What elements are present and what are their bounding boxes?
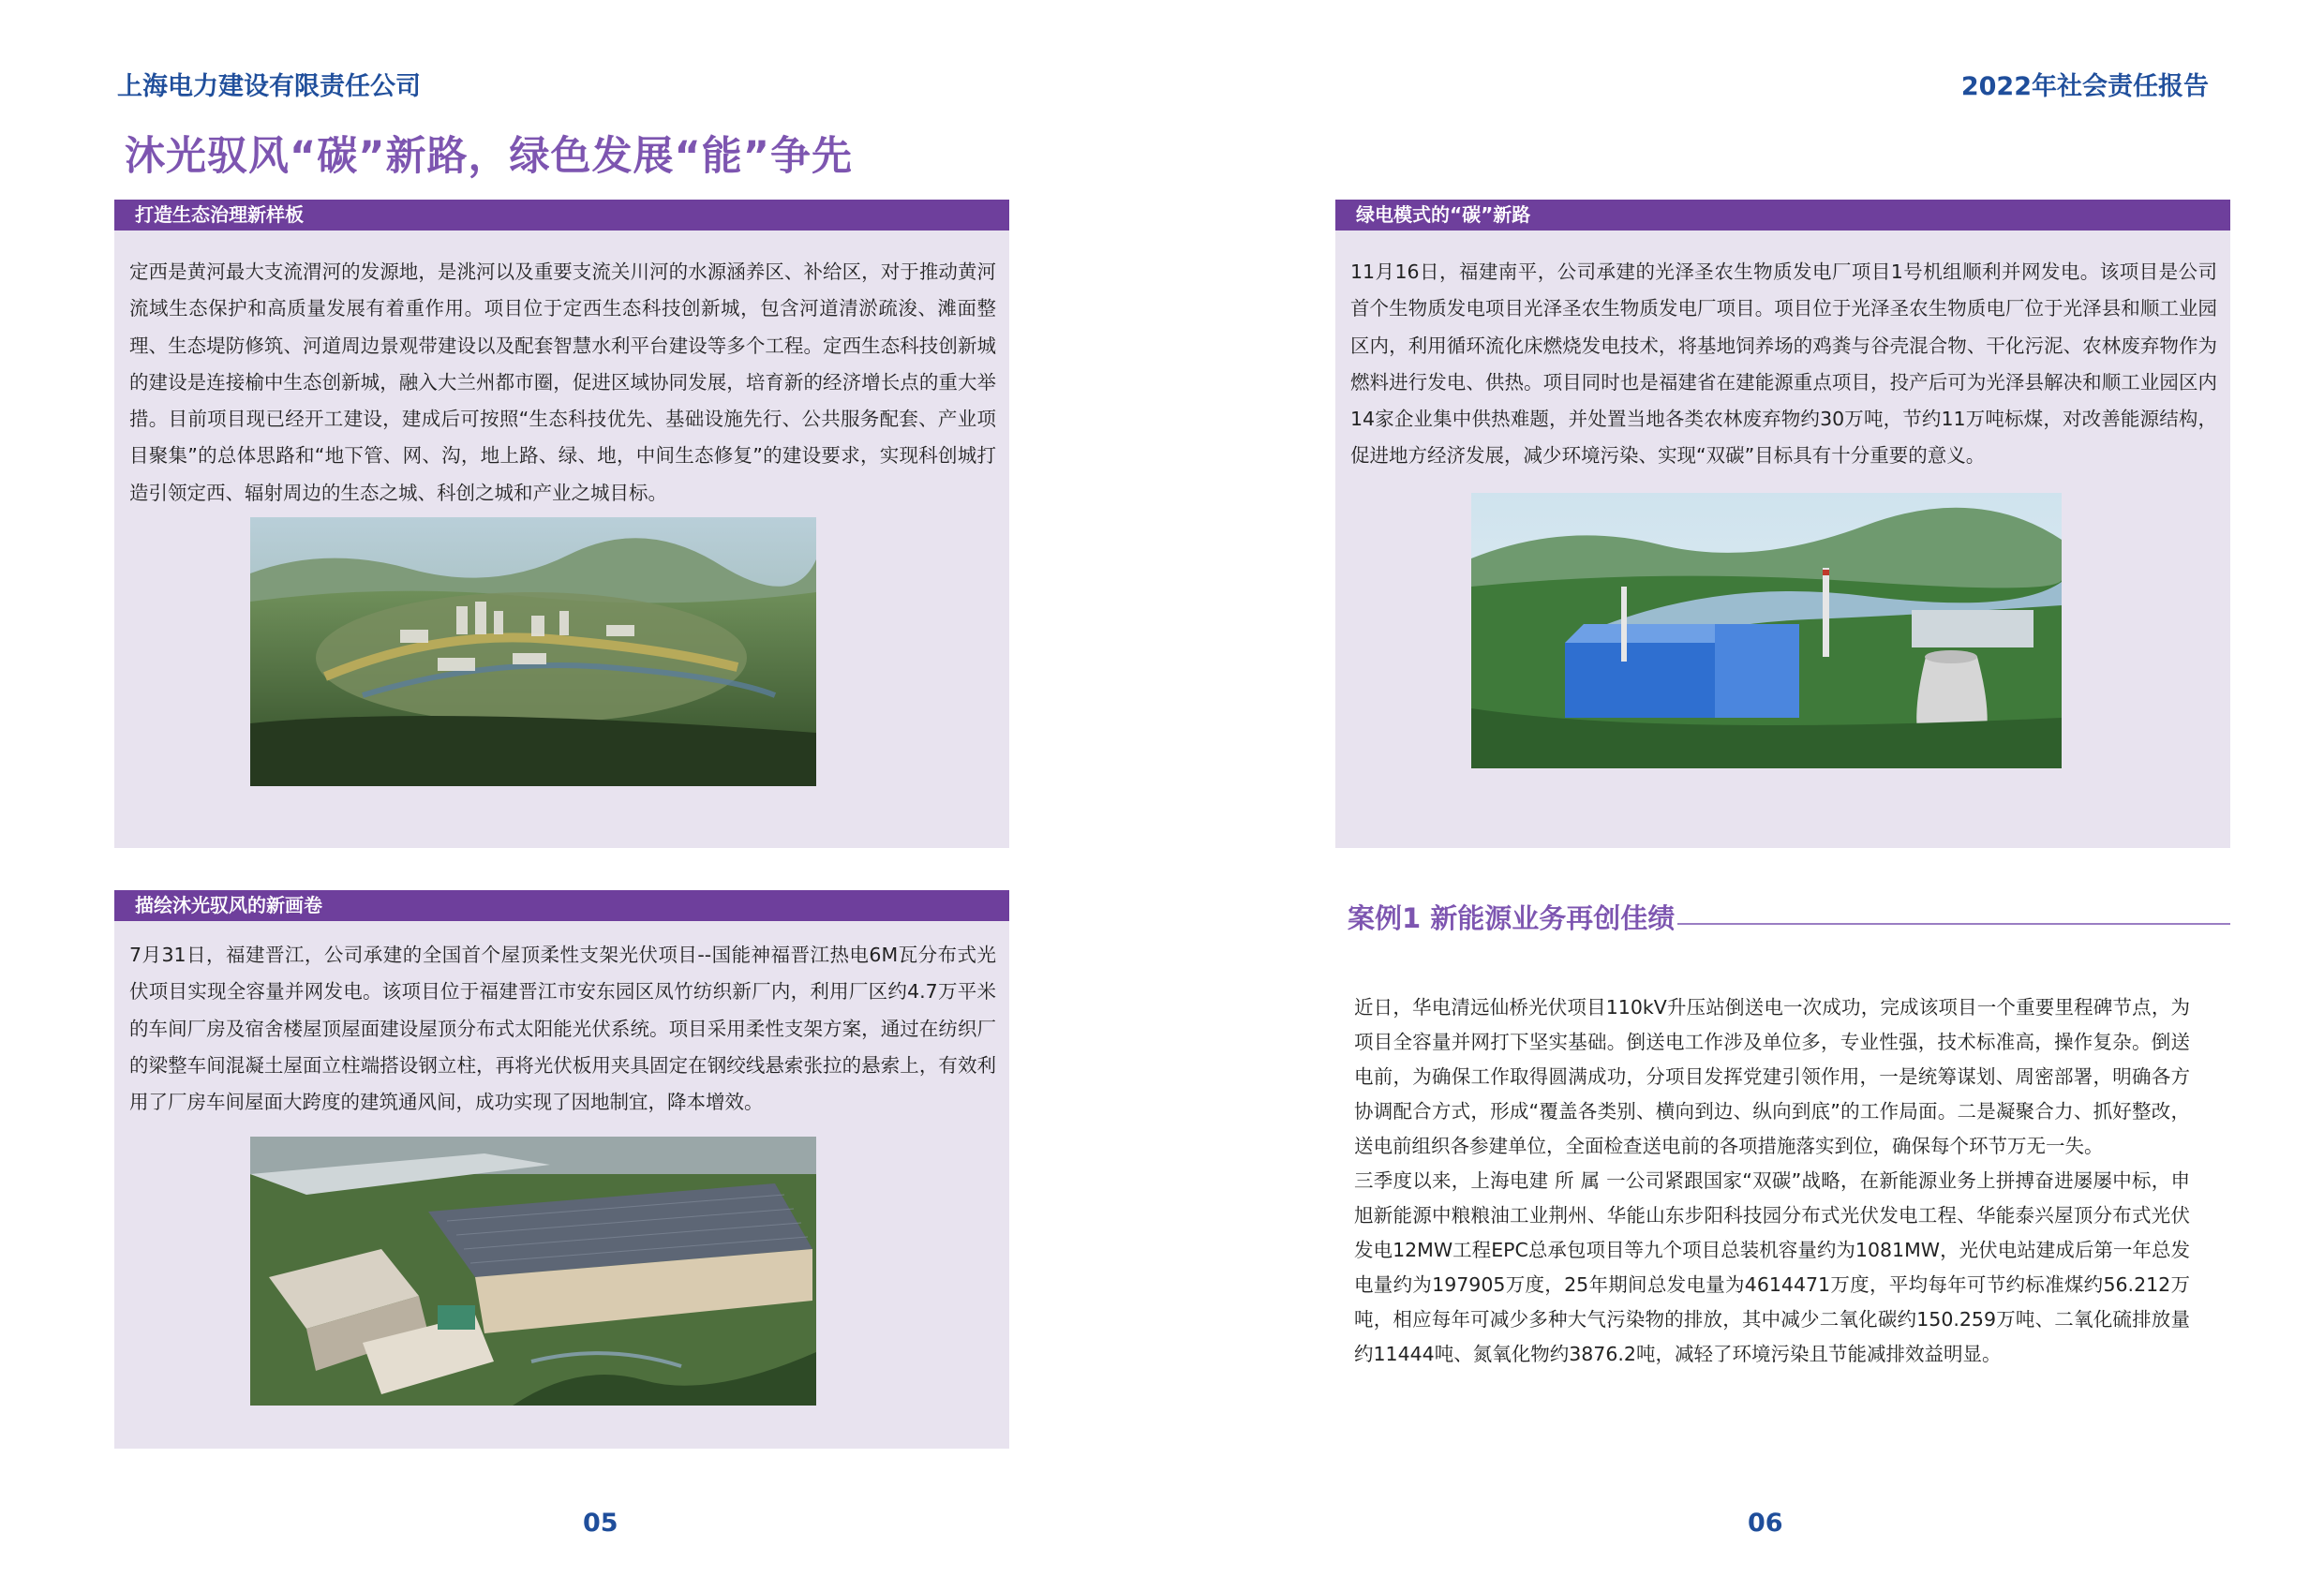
power-plant-photo-icon <box>1471 493 2062 768</box>
pv-section-title: 描绘沐光驭风的新画卷 <box>114 890 1009 921</box>
case-title: 案例1 新能源业务再创佳绩 <box>1348 902 1676 934</box>
green-section-text: 11月16日，福建南平，公司承建的光泽圣农生物质发电厂项目1号机组顺利并网发电。该项目是公司首个生物质发电项目光泽圣农生物质发电厂项目。项目位于光泽圣农生物质电厂位于光泽县和顺工业园区内，利用循环流化床燃烧发电技术，将基地饲养场的鸡粪与谷壳混合物、干化污泥、农林废弃物作为燃料进行发电、供热。项目同时也是福建省在建能源重点项目，投产后可为光泽县解决和顺工业园区内14家企业集中供热难题，并处置当地各类农林废弃物约30万吨，节约11万吨标煤，对改善能源结构，促进地方经济发展，减少环境污染、实现“双碳”目标具有十分重要的意义。 <box>1350 260 2217 468</box>
biomass-plant-image <box>1471 493 2062 768</box>
case-text <box>1354 990 2190 1372</box>
page-number-right: 06 <box>1748 1509 1783 1538</box>
green-panel <box>1335 200 2230 848</box>
ecology-panel <box>114 200 1009 848</box>
case-paragraph-1: 近日，华电清远仙桥光伏项目110kV升压站倒送电一次成功，完成该项目一个重要里程碑节点，为项目全容量并网打下坚实基础。倒送电工作涉及单位多，专业性强，技术标准高，操作复杂。倒送电前，为确保工作取得圆满成功，分项目发挥党建引领作用，一是统筹谋划、周密部署，明确各方协调配合方式，形成“覆盖各类别、横向到边、纵向到底”的工作局面。二是凝聚合力、抓好整改，送电前组织各参建单位，全面检查送电前的各项措施落实到位，确保每个环节万无一失。 <box>1354 996 2190 1157</box>
company-name: 上海电力建设有限责任公司 <box>117 72 421 101</box>
factory-rooftop-photo-icon <box>250 1137 816 1406</box>
pv-panel <box>114 890 1009 1449</box>
page-number-left: 05 <box>583 1509 618 1538</box>
case-divider <box>1677 923 2230 925</box>
rooftop-pv-image <box>250 1137 816 1406</box>
pv-section-text: 7月31日，福建晋江，公司承建的全国首个屋顶柔性支架光伏项目--国能神福晋江热电6M瓦分布式光伏项目实现全容量并网发电。该项目位于福建晋江市安东园区凤竹纺织新厂内，利用厂区约4.7万平米的车间厂房及宿舍楼屋顶屋面建设屋顶分布式太阳能光伏系统。项目采用柔性支架方案，通过在纺织厂的梁整车间混凝土屋面立柱端搭设钢立柱，再将光伏板用夹具固定在钢绞线悬索张拉的悬索上，有效利用了厂房车间屋面大跨度的建筑通风间，成功实现了因地制宜，降本增效。 <box>129 944 996 1114</box>
page-title: 沐光驭风“碳”新路，绿色发展“能”争先 <box>125 133 854 180</box>
ecology-section-title: 打造生态治理新样板 <box>114 200 1009 231</box>
ecology-section-text: 定西是黄河最大支流渭河的发源地，是洮河以及重要支流关川河的水源涵养区、补给区，对于推动黄河流域生态保护和高质量发展有着重作用。项目位于定西生态科技创新城，包含河道清淤疏浚、滩面整理、生态堤防修筑、河道周边景观带建设以及配套智慧水利平台建设等多个工程。定西生态科技创新城的建设是连接榆中生态创新城，融入大兰州都市圈，促进区域协同发展，培育新的经济增长点的重大举措。目前项目现已经开工建设，建成后可按照“生态科技优先、基础设施先行、公共服务配套、产业项目聚集”的总体思路和“地下管、网、沟，地上路、绿、地，中间生态修复”的建设要求，实现科创城打造引领定西、辐射周边的生态之城、科创之城和产业之城目标。 <box>129 260 996 504</box>
green-section-title: 绿电模式的“碳”新路 <box>1335 200 2230 231</box>
report-title: 2022年社会责任报告 <box>1960 72 2209 101</box>
case-paragraph-2: 三季度以来，上海电建 所 属 一公司紧跟国家“双碳”战略，在新能源业务上拼搏奋进屡屡中标，申旭新能源中粮粮油工业荆州、华能山东步阳科技园分布式光伏发电工程、华能泰兴屋顶分布式光伏发电12MW工程EPC总承包项目等九个项目总装机容量约为1081MW，光伏电站建成后第一年总发电量约为197905万度，25年期间总发电量为4614471万度，平均每年可节约标准煤约56.212万吨，相应每年可减少多种大气污染物的排放，其中减少二氧化碳约150.259万吨、二氧化硫排放量约11444吨、氮氧化物约3876.2吨，减轻了环境污染且节能减排效益明显。 <box>1354 1169 2190 1365</box>
aerial-rendering-icon <box>250 517 816 786</box>
aerial-rendering-image <box>250 517 816 786</box>
